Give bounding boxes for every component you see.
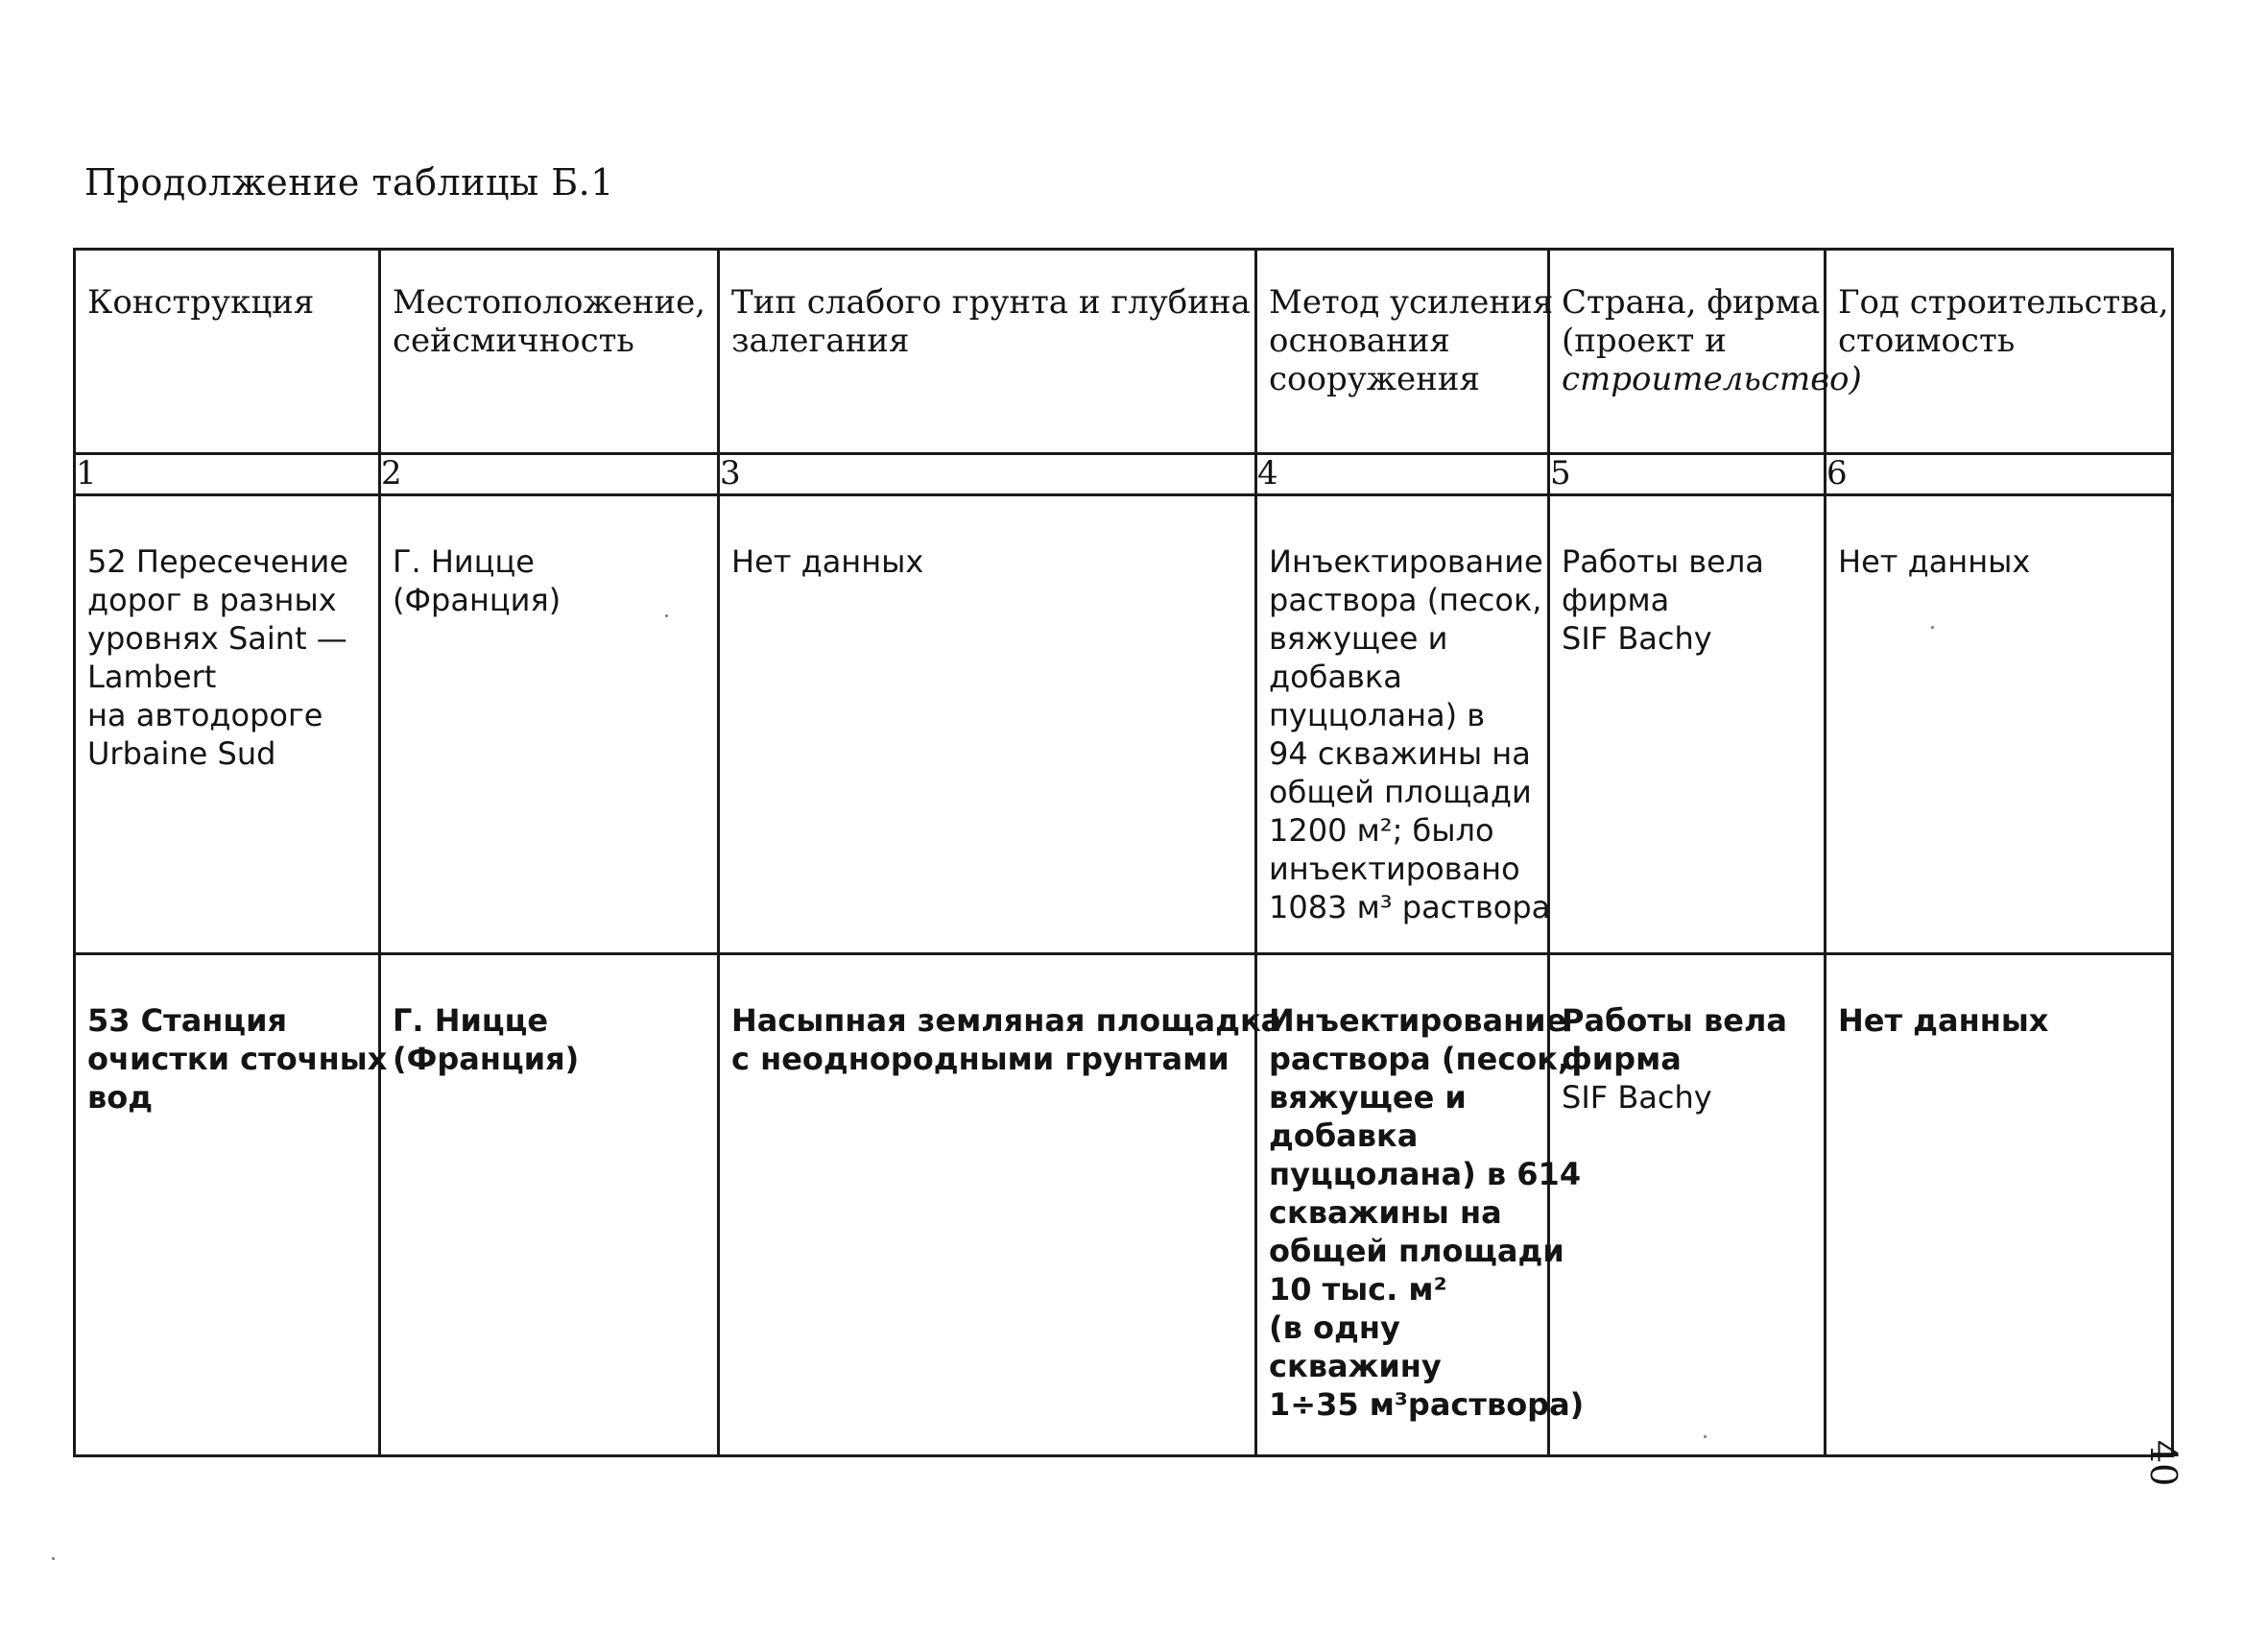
header-text: Метод усиления (1269, 283, 1554, 322)
cell-text: дорог в разных (87, 582, 337, 618)
cell-text: раствора (песок, (1269, 1041, 1570, 1077)
cell-text: очистки сточных (87, 1041, 388, 1077)
cell-text: SIF Bachy (1562, 620, 1712, 657)
column-number: 6 (1826, 454, 2173, 495)
cell-text: добавка (1269, 659, 1402, 695)
column-number: 2 (380, 454, 719, 495)
cell-year-cost (1826, 495, 2173, 954)
table-row (75, 495, 2173, 954)
cell-text: (Франция) (393, 1041, 580, 1077)
header-text: стоимость (1838, 322, 2016, 360)
page-number: 40 (2142, 1440, 2184, 1487)
table-caption: Продолжение таблицы Б.1 (84, 161, 614, 204)
cell-text: общей площади (1269, 1233, 1564, 1269)
header-cell-6 (1826, 250, 2173, 454)
cell-firm (1549, 495, 1826, 954)
header-row (75, 250, 2173, 454)
column-number: 3 (719, 454, 1256, 495)
cell-text: общей площади (1269, 774, 1532, 810)
header-text: основания (1269, 322, 1450, 360)
cell-text: скважину (1269, 1348, 1442, 1384)
column-number-row (75, 454, 2173, 495)
header-cell-2 (380, 250, 719, 454)
cell-text: Г. Ницце (393, 1002, 549, 1039)
cell-text: 1083 м³ раствора (1269, 889, 1551, 925)
cell-location (380, 495, 719, 954)
header-text: Тип слабого грунта и глубина (731, 283, 1251, 322)
cell-text: Нет данных (1838, 543, 2031, 580)
cell-text: 1200 м²; было (1269, 812, 1494, 849)
cell-construction (75, 495, 380, 954)
header-cell-4 (1256, 250, 1554, 454)
cell-text: (Франция) (393, 582, 561, 618)
cell-text: Насыпная земляная площадка (731, 1002, 1282, 1039)
cell-text: раствора (песок, (1269, 582, 1542, 618)
cell-location (380, 954, 719, 1456)
cell-method (1256, 495, 1549, 954)
header-text: Год строительства, (1838, 283, 2169, 322)
cell-text: 53 Станция (87, 1002, 288, 1039)
cell-text: Urbaine Sud (87, 735, 276, 772)
cell-text: Lambert (87, 659, 217, 695)
cell-firm (1549, 954, 1826, 1456)
cell-text: вяжущее и (1269, 1079, 1467, 1116)
cell-text: пуццолана) в (1269, 697, 1486, 733)
cell-text: 52 Пересечение (87, 543, 348, 580)
cell-text: SIF Bachy (1562, 1079, 1712, 1116)
header-text: залегания (731, 322, 910, 360)
cell-text: 10 тыс. м² (1269, 1271, 1447, 1308)
cell-text: скважины на (1269, 1194, 1502, 1231)
cell-text: с неоднородными грунтами (731, 1041, 1229, 1077)
header-cell-5 (1549, 250, 1862, 454)
cell-text: 94 скважины на (1269, 735, 1531, 772)
scan-speck (52, 1557, 55, 1560)
cell-text: Работы вела (1562, 1002, 1787, 1039)
scan-speck (1931, 626, 1934, 629)
header-text: Местоположение, (393, 283, 706, 322)
cell-text: Работы вела (1562, 543, 1764, 580)
cell-text: Инъектирование (1269, 1002, 1567, 1039)
header-cell-3 (719, 250, 1256, 454)
header-cell-1 (75, 250, 380, 454)
cell-text: вод (87, 1079, 154, 1116)
header-text: сооружения (1269, 360, 1480, 398)
header-text: строительство) (1562, 360, 1862, 398)
data-table (73, 248, 2174, 1457)
table-row (75, 954, 2173, 1456)
cell-text: Г. Ницце (393, 543, 535, 580)
column-number: 5 (1549, 454, 1826, 495)
cell-text: добавка (1269, 1117, 1419, 1154)
cell-text: Нет данных (1838, 1002, 2049, 1039)
cell-text: Инъектирование (1269, 543, 1543, 580)
column-number: 4 (1256, 454, 1549, 495)
cell-year-cost (1826, 954, 2173, 1456)
header-text: (проект и (1562, 322, 1727, 360)
cell-text: Нет данных (731, 543, 924, 580)
cell-soil-type (719, 954, 1282, 1456)
scan-speck (1704, 1435, 1707, 1438)
cell-text: фирма (1562, 582, 1670, 618)
cell-method (1256, 954, 1585, 1456)
cell-text: вяжущее и (1269, 620, 1448, 657)
column-number: 1 (75, 454, 380, 495)
cell-soil-type (719, 495, 1256, 954)
cell-text: 1÷35 м³раствора) (1269, 1386, 1585, 1423)
cell-text: на автодороге (87, 697, 323, 733)
cell-construction (75, 954, 388, 1456)
header-text: сейсмичность (393, 322, 634, 360)
cell-text: уровнях Saint — (87, 620, 347, 657)
scan-speck (665, 614, 668, 617)
header-text: Конструкция (87, 283, 315, 322)
cell-text: (в одну (1269, 1309, 1400, 1346)
cell-text: пуццолана) в 614 (1269, 1156, 1582, 1192)
cell-text: фирма (1562, 1041, 1682, 1077)
cell-text: инъектировано (1269, 851, 1520, 887)
header-text: Страна, фирма (1562, 283, 1821, 322)
